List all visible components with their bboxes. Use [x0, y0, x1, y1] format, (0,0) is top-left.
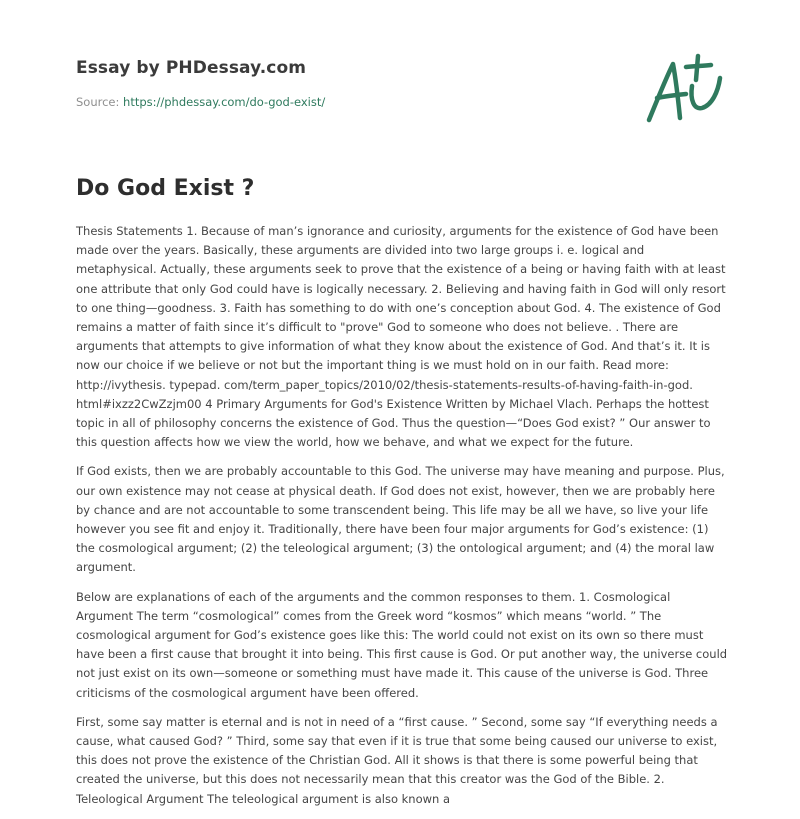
a-plus-grade-icon: [640, 50, 730, 130]
paragraph: If God exists, then we are probably accountable to this God. The universe may have meaning and purpose. Plus, our own existence may not cease at physical death. If God does not exist, however, then we are probably here by chance and are not accountable to some transcendent being. This life may be all we have, so live your life however you see fit and enjoy it. Traditionally, there have been four major arguments for God’s existence: (1) the cosmological argument; (2) the teleological argument; (3) the ontological argument; and (4) the moral law argument.: [76, 464, 725, 575]
page-title: Do God Exist ?: [76, 176, 255, 201]
paragraph: First, some say matter is eternal and is not in need of a “first cause. ” Second, some say “If everything needs a cause, what caused God? ” Third, some say that even if it is true that some being caused our universe to exist, this does not prove the existence of the Christian God. All it shows is that there is some powerful being that created the universe, but this does not necessarily mean that this creator was the God of the Bible. 2. Teleological Argument The teleological argument is also known a: [76, 714, 718, 806]
source-link[interactable]: https://phdessay.com/do-god-exist/: [123, 95, 326, 109]
header: [76, 58, 596, 109]
a-plus-logo-svg: [640, 50, 730, 130]
paragraph: Thesis Statements 1. Because of man’s ignorance and curiosity, arguments for the existence of God have been made over the years. Basically, these arguments are divided into two large groups i. e. logical and metaphysical. Actually, these arguments seek to prove that the existence of a being or having faith with at least one attribute that only God could have is logically necessary. 2. Believing and having faith in God will only resort to one thing—goodness. 3. Faith has something to do with one’s conception about God. 4. The existence of God remains a matter of faith since it’s difficult to "prove" God to someone who does not believe. . There are arguments that attempts to give information of what they know about the existence of God. And that’s it. It is now our choice if we believe or not but the important thing is we must hold on in our faith. Read more: http://ivythesis. typepad. com/term_paper_topics/2010/02/thesis-statements-results-of-having-faith-in-god. html#ixzz2CwZzjm00 4 Primary Arguments for God's Existence Written by Michael Vlach. Perhaps the hottest topic in all of philosophy concerns the existence of God. Thus the question—“Does God exist? ” Our answer to this question affects how we view the world, how we behave, and what we expect for the future.: [76, 224, 726, 450]
brand-title: Essay by PHDessay.com: [76, 58, 307, 78]
source-line: [76, 95, 596, 109]
paragraph: Below are explanations of each of the arguments and the common responses to them. 1. Cosmological Argument The term “cosmological” comes from the Greek word “kosmos” which means “world. ” The cosmological argument for God’s existence goes like this: The world could not exist on its own so there must have been a first cause that brought it into being. This first cause is God. Or put another way, the universe could not just exist on its own—someone or something must have made it. This cause of the universe is God. Three criticisms of the cosmological argument have been offered.: [76, 589, 728, 700]
essay-body: [76, 222, 728, 819]
source-label: Source:: [76, 95, 124, 109]
